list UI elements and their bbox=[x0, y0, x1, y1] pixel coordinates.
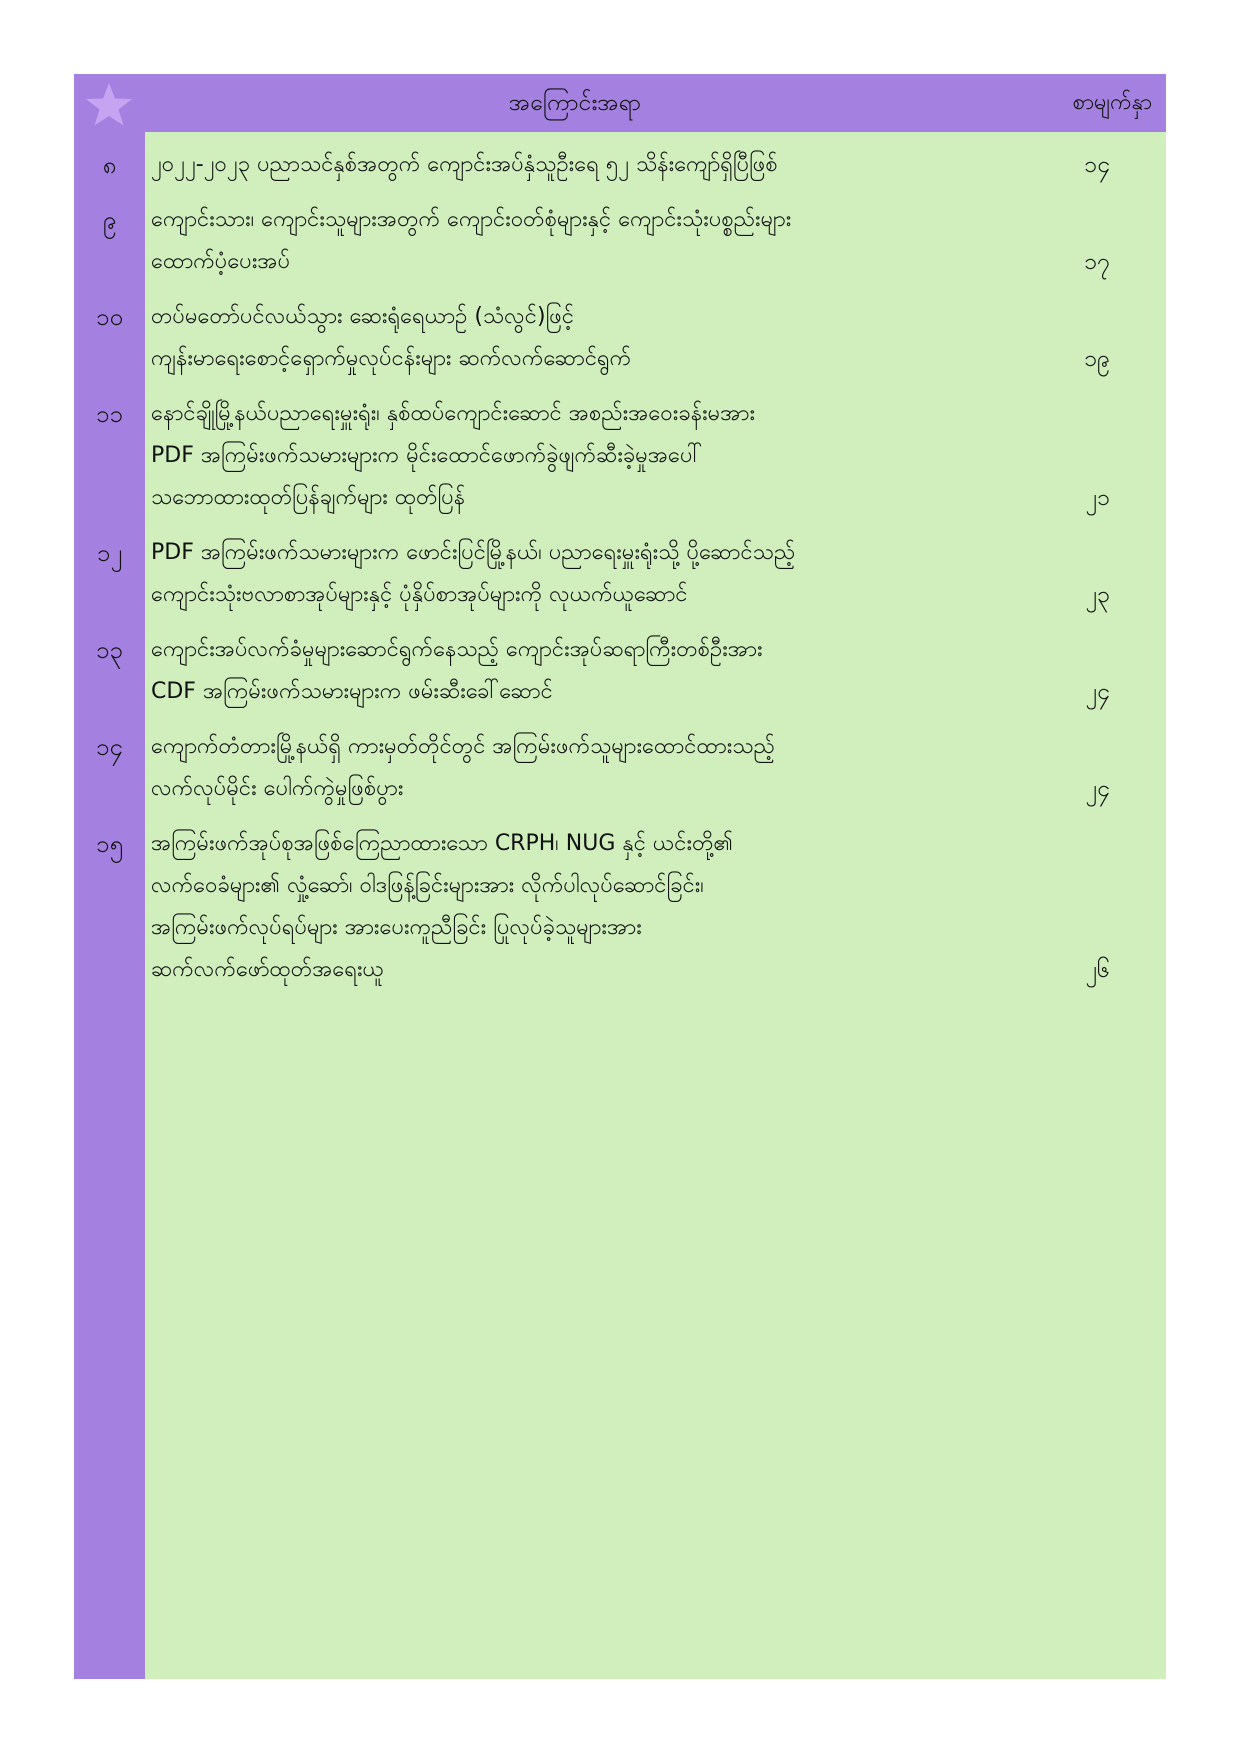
toc-entry[interactable] bbox=[74, 144, 1166, 186]
toc-header bbox=[145, 74, 1166, 132]
toc-entry-title bbox=[151, 296, 981, 380]
toc-entry-page: ၂၁ bbox=[1085, 485, 1110, 511]
toc-entry-title-line: သဘောထားထုတ်ပြန်ချက်များ ထုတ်ပြန် bbox=[151, 485, 466, 510]
toc-entry-title bbox=[151, 144, 981, 186]
toc-entry-number: ၁၄ bbox=[96, 733, 123, 761]
toc-entry-title-line: အကြမ်းဖက်လုပ်ရပ်များ အားပေးကူညီခြင်း ပြုလုပ်ခဲ့သူများအား bbox=[151, 915, 642, 940]
toc-entry-title-line: ကျန်းမာရေးစောင့်ရှောက်မှုလုပ်ငန်းများ ဆက်လက်ဆောင်ရွက် bbox=[151, 346, 632, 371]
toc-entry-title-line: ကျောင်းသား၊ ကျောင်းသူများအတွက် ကျောင်းဝတ်စုံများနှင့် ကျောင်းသုံးပစ္စည်းများ bbox=[151, 207, 792, 232]
toc-entry-title bbox=[151, 199, 981, 283]
toc-entry-title-line: ကျောင်းသုံးဗလာစာအုပ်များနှင့် ပုံနှိပ်စာအုပ်များကို လုယက်ယူဆောင် bbox=[151, 582, 688, 607]
toc-entry-title-line: အကြမ်းဖက်အုပ်စုအဖြစ်ကြေညာထားသော CRPH၊ NUG နှင့် ယင်းတို့၏ bbox=[151, 831, 734, 856]
toc-entry-page: ၂၄ bbox=[1085, 776, 1110, 802]
toc-entry[interactable] bbox=[74, 296, 1166, 380]
toc-entry-page: ၂၃ bbox=[1085, 582, 1110, 608]
toc-entry-title-line: ကျောင်းအပ်လက်ခံမှုများဆောင်ရွက်နေသည့် ကျောင်းအုပ်ဆရာကြီးတစ်ဦးအား bbox=[151, 637, 763, 662]
toc-entry-title bbox=[151, 393, 981, 519]
table-of-contents bbox=[74, 74, 1166, 1679]
toc-entry-title-line: နောင်ချိုမြို့နယ်ပညာရေးမှူးရုံး၊ နှစ်ထပ်ကျောင်းဆောင် အစည်းအဝေးခန်းမအား bbox=[151, 401, 756, 426]
toc-entry[interactable] bbox=[74, 823, 1166, 991]
toc-entry-title-line: PDF အကြမ်းဖက်သမားများက ဖောင်းပြင်မြို့နယ်၊ ပညာရေးမှူးရုံးသို့ ပို့ဆောင်သည့် bbox=[151, 540, 796, 565]
star-icon bbox=[84, 81, 134, 127]
toc-entry[interactable] bbox=[74, 726, 1166, 810]
toc-entry-title bbox=[151, 726, 981, 810]
toc-entry[interactable] bbox=[74, 199, 1166, 283]
header-page-label: စာမျက်နှာ bbox=[1072, 90, 1152, 115]
toc-entry-number: ၁၀ bbox=[96, 303, 123, 331]
toc-entry-title-line: လက်ဝေခံများ၏ လှုံ့ဆော်၊ ဝါဒဖြန့်ခြင်းများအား လိုက်ပါလုပ်ဆောင်ခြင်း၊ bbox=[151, 873, 704, 898]
toc-entry-title-line: ကျောက်တံတားမြို့နယ်ရှိ ကားမှတ်တိုင်တွင် အကြမ်းဖက်သူများထောင်ထားသည့် bbox=[151, 734, 775, 759]
toc-entry-title-line: ထောက်ပံ့ပေးအပ် bbox=[151, 249, 291, 274]
toc-entry[interactable] bbox=[74, 393, 1166, 519]
toc-entry-number: ၁၅ bbox=[96, 830, 123, 858]
toc-entry-title-line: PDF အကြမ်းဖက်သမားများက မိုင်းထောင်ဖောက်ခွဲဖျက်ဆီးခဲ့မှုအပေါ် bbox=[151, 443, 703, 468]
toc-entry-title bbox=[151, 823, 981, 991]
toc-entry-page: ၁၇ bbox=[1084, 249, 1110, 275]
toc-entry[interactable] bbox=[74, 532, 1166, 616]
toc-entry-number: ၁၂ bbox=[96, 539, 123, 567]
toc-entry-number: ၁၃ bbox=[96, 636, 123, 664]
toc-entry-title-line: ဆက်လက်ဖော်ထုတ်အရေးယူ bbox=[151, 957, 384, 982]
toc-entry-page: ၁၄ bbox=[1084, 152, 1110, 178]
toc-entry-number: ၁၁ bbox=[96, 400, 123, 428]
toc-entry-page: ၁၉ bbox=[1084, 346, 1110, 372]
toc-entry-title-line: CDF အကြမ်းဖက်သမားများက ဖမ်းဆီးခေါ်ဆောင် bbox=[151, 679, 553, 704]
toc-entry-number: ၈ bbox=[102, 151, 117, 179]
header-title: အကြောင်းအရာ bbox=[508, 90, 642, 116]
toc-entry-title bbox=[151, 532, 981, 616]
toc-entry-title bbox=[151, 629, 981, 713]
toc-entry-title-line: ၂၀၂၂-၂၀၂၃ ပညာသင်နှစ်အတွက် ကျောင်းအပ်နှံသူဦးရေ ၅၂ သိန်းကျော်ရှိပြီဖြစ် bbox=[151, 152, 778, 177]
toc-entry-page: ၂၄ bbox=[1085, 679, 1110, 705]
toc-entries bbox=[74, 144, 1166, 1004]
toc-entry-page: ၂၆ bbox=[1085, 957, 1110, 983]
toc-entry-title-line: တပ်မတော်ပင်လယ်သွား ဆေးရုံရေယာဉ် (သံလွင်)ဖြင့် bbox=[151, 304, 575, 329]
toc-entry[interactable] bbox=[74, 629, 1166, 713]
toc-entry-title-line: လက်လုပ်မိုင်း ပေါက်ကွဲမှုဖြစ်ပွား bbox=[151, 776, 404, 801]
toc-entry-number: ၉ bbox=[102, 206, 117, 234]
